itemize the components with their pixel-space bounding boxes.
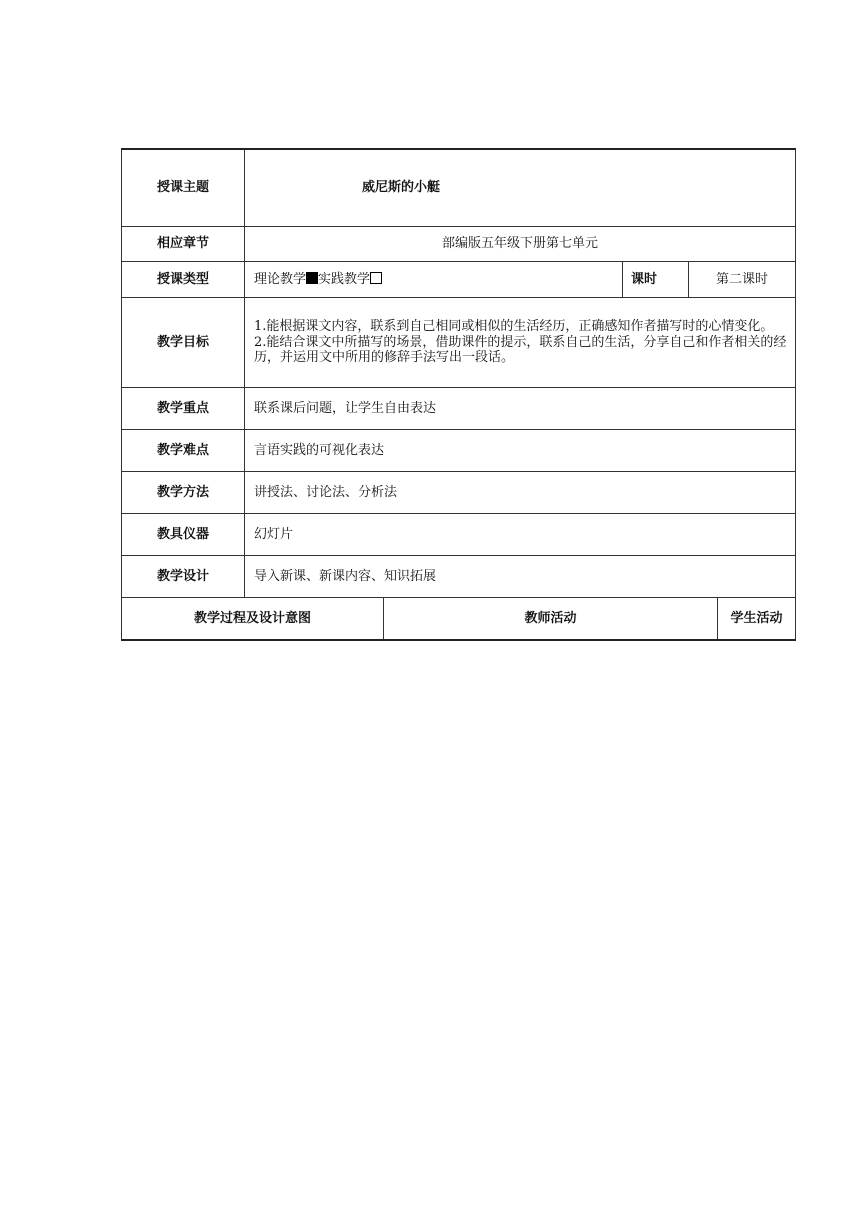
type-label: 授课类型 [122, 262, 245, 298]
student-activity-header: 学生活动 [718, 598, 796, 641]
row-key-points [122, 388, 796, 430]
type-value [245, 262, 623, 298]
row-activity-header [122, 598, 796, 641]
design-label: 教学设计 [122, 556, 245, 598]
key-points-label: 教学重点 [122, 388, 245, 430]
goals-value [245, 298, 796, 388]
teacher-activity-header: 教师活动 [384, 598, 718, 641]
lesson-title: 威尼斯的小艇 [245, 149, 796, 227]
row-difficulties [122, 430, 796, 472]
theory-teaching-label: 理论教学 [254, 271, 307, 287]
period-value: 第二课时 [689, 262, 796, 298]
difficulties-value: 言语实践的可视化表达 [245, 430, 796, 472]
difficulties-label: 教学难点 [122, 430, 245, 472]
row-type [122, 262, 796, 298]
key-points-value: 联系课后问题，让学生自由表达 [245, 388, 796, 430]
tools-value: 幻灯片 [245, 514, 796, 556]
empty-square-icon [370, 272, 382, 284]
goal-item-1: 1.能根据课文内容，联系到自己相同或相似的生活经历，正确感知作者描写时的心情变化。 [254, 319, 774, 335]
methods-value: 讲授法、讨论法、分析法 [245, 472, 796, 514]
design-value: 导入新课、新课内容、知识拓展 [245, 556, 796, 598]
row-tools [122, 514, 796, 556]
checked-square-icon [306, 272, 318, 284]
row-methods [122, 472, 796, 514]
period-label: 课时 [623, 262, 689, 298]
topic-label: 授课主题 [122, 149, 245, 227]
goals-label: 教学目标 [122, 298, 245, 388]
process-header: 教学过程及设计意图 [122, 598, 384, 641]
row-goals [122, 298, 796, 388]
row-design [122, 556, 796, 598]
row-topic [122, 149, 796, 227]
row-chapter [122, 227, 796, 262]
tools-label: 教具仪器 [122, 514, 245, 556]
practice-teaching-label: 实践教学 [318, 271, 371, 287]
goal-item-2: 2.能结合课文中所描写的场景，借助课件的提示，联系自己的生活，分享自己和作者相关的经历，并运用文中所用的修辞手法写出一段话。 [254, 334, 787, 366]
chapter-label: 相应章节 [122, 227, 245, 262]
lesson-plan-table [121, 148, 796, 641]
chapter-value: 部编版五年级下册第七单元 [245, 227, 796, 262]
methods-label: 教学方法 [122, 472, 245, 514]
